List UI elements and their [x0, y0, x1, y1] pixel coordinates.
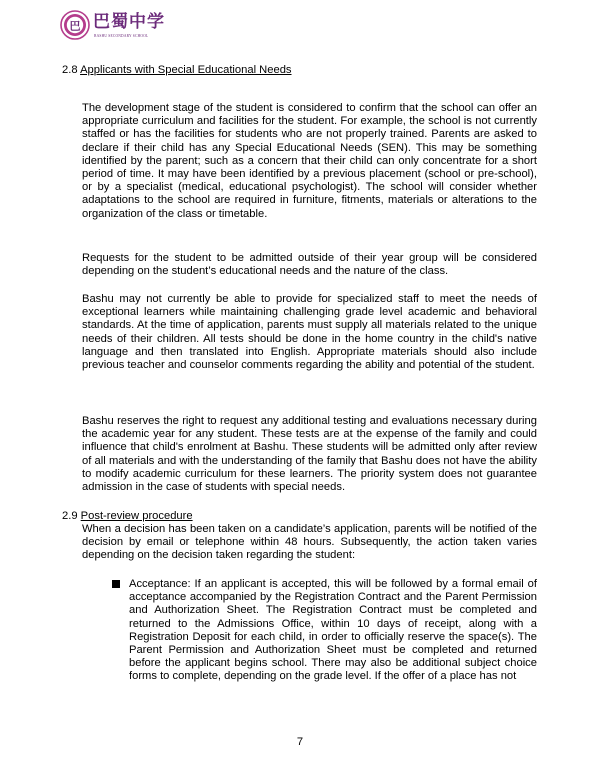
school-name-chinese: 巴蜀中学	[93, 12, 165, 32]
page-number: 7	[296, 736, 304, 748]
section-heading-2-8	[62, 64, 542, 77]
paragraph-sen-development: The development stage of the student is considered to confirm that the school can offer an appropriate curriculum and facilities for the student. For example, the school is not currently staffed or has the facilities for students who are not properly trained. Parents are asked to declare if their child has any Special Educational Needs (SEN). This may be something identified by the parent; such as a concern that their child can only concentrate for a short period of time. It may have been identified by a previous placement (school or pre-school), or by a specialist (medical, educational psychologist). The school will consider whether adaptations to the school are required in furniture, fitments, materials or alterations to the organization of the class or timetable.	[82, 102, 537, 220]
list-item-text: Acceptance: If an applicant is accepted, this will be followed by a formal email of acceptance accompanied by the Registration Contract and the Parent Permission and Authorization Sheet. The Registration Contract must be completed and returned to the Admissions Office, within 10 days of receipt, along with a Registration Deposit for each child, in order to officially reserve the space(s). The Parent Permission and Authorization Sheet must be completed and returned before the applicant begins school. There may also be additional subject choice forms to complete, depending on the grade level. If the offer of a place has not	[129, 578, 537, 683]
section-heading-2-9	[62, 510, 542, 523]
paragraph-specialized-staff: Bashu may not currently be able to provide for specialized staff to meet the needs of exceptional learners while maintaining challenging grade level academic and behavioral standards. At the time of application, parents must supply all materials related to the unique needs of their children. All tests should be done in the home country in the child's native language and then translated into English. Appropriate materials should also include previous teacher and counselor comments regarding the ability and potential of the student.	[82, 293, 537, 372]
school-seal-icon	[60, 10, 90, 40]
section-number: 2.9	[62, 510, 78, 522]
paragraph-additional-testing: Bashu reserves the right to request any additional testing and evaluations necessary during the academic year for any student. These tests are at the expense of the family and could influence that child's enrolment at Bashu. These students will be admitted only after review of all materials and with the understanding of the family that Bashu does not have the ability to modify academic curriculum for these learners. The priority system does not guarantee admission in the case of students with special needs.	[82, 415, 537, 494]
square-bullet-icon	[112, 580, 120, 588]
paragraph-post-review-intro: When a decision has been taken on a candidate’s application, parents will be notified of the decision by email or telephone within 48 hours. Subsequently, the action taken varies depending on the decision taken regarding the student:	[82, 523, 537, 562]
section-number: 2.8	[62, 64, 78, 76]
paragraph-year-group: Requests for the student to be admitted outside of their year group will be considered depending on the student’s educational needs and the nature of the class.	[82, 252, 537, 278]
svg-text:巴: 巴	[69, 19, 81, 33]
school-name-english: BASHU SECONDARY SCHOOL	[94, 34, 149, 38]
school-logo	[60, 10, 165, 46]
section-title: Applicants with Special Educational Needs	[80, 64, 292, 76]
section-title: Post-review procedure	[80, 510, 193, 522]
